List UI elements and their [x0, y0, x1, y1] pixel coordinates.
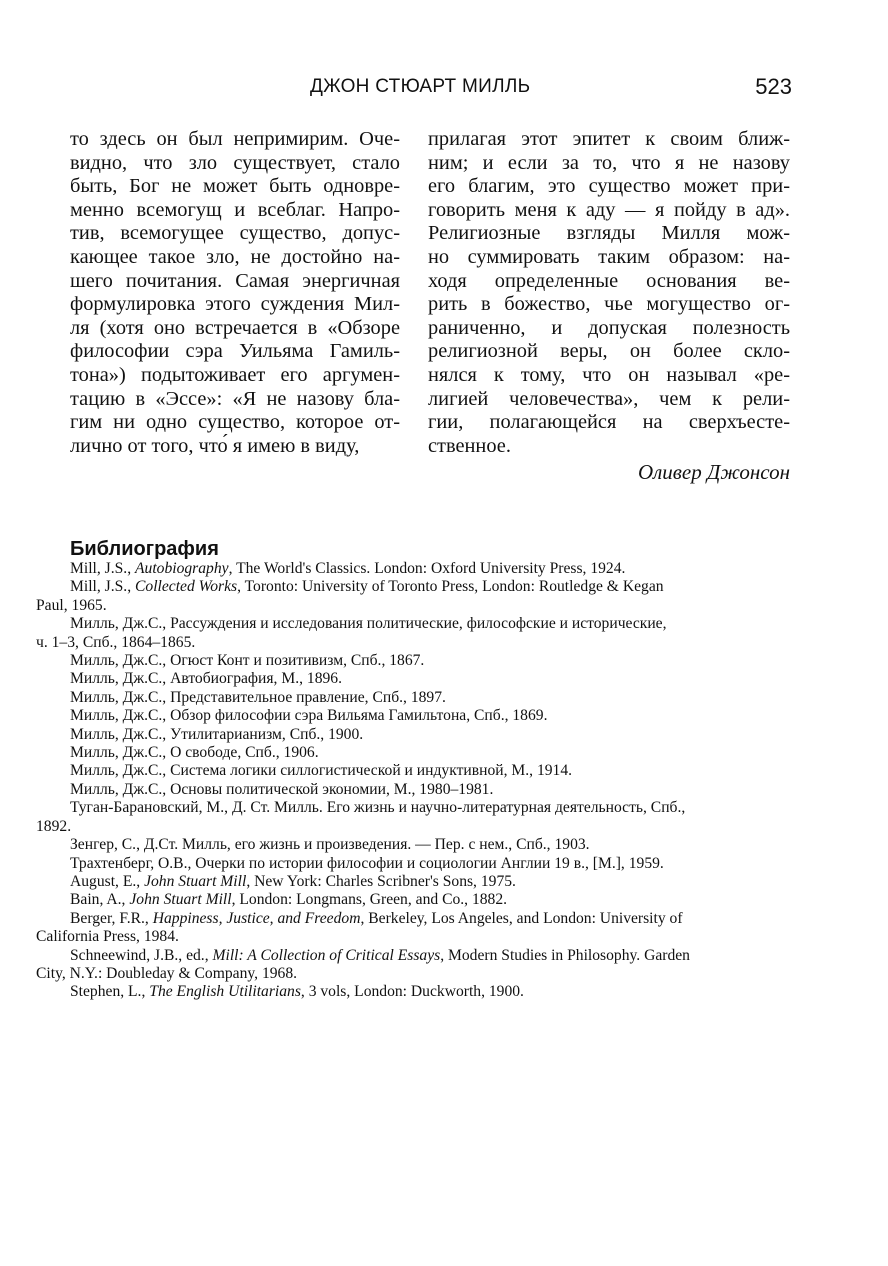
text-line: формулировка этого суждения Мил-: [70, 293, 400, 316]
entry-text: Милль, Дж.С., О свободе, Спб., 1906.: [70, 744, 319, 762]
entry-text: Милль, Дж.С., Автобиография, М., 1896.: [70, 670, 342, 688]
entry-title: Happiness, Justice, and Freedom: [152, 909, 361, 927]
bibliography-entry: [70, 726, 790, 744]
entry-text: , Toronto: University of Toronto Press, London: Routledge & Kegan: [237, 578, 664, 596]
text-line: тив, всемогущее существо, допус-: [70, 222, 400, 245]
text-line: рить в божество, чье могущество ог-: [428, 293, 790, 316]
text-line: философии сэра Уильяма Гамиль-: [70, 340, 400, 363]
entry-text: , 3 vols, London: Duckworth, 1900.: [300, 983, 524, 1001]
entry-text: Милль, Дж.С., Система логики силлогистической и индуктивной, М., 1914.: [70, 762, 573, 780]
bibliography-entry: [70, 799, 790, 817]
text-line: кающее такое зло, не достойно на-: [70, 245, 400, 268]
entry-text: Туган-Барановский, М., Д. Ст. Милль. Его жизнь и научно-литературная деятельность, Спб.,: [70, 799, 686, 817]
text-line: тацию в «Эссе»: «Я не назову бла-: [70, 387, 400, 410]
entry-title: John Stuart Mill: [129, 891, 232, 909]
text-line: прилагая этот эпитет к своим ближ-: [428, 128, 790, 150]
bibliography-entry: [70, 744, 790, 762]
entry-title: The English Utilitarians: [149, 983, 301, 1001]
bibliography-entry: [70, 836, 790, 854]
entry-text: Милль, Дж.С., Огюст Конт и позитивизм, Спб., 1867.: [70, 652, 425, 670]
left-text-column: [70, 128, 400, 458]
entry-text: , London: Longmans, Green, and Co., 1882.: [231, 891, 508, 909]
text-line: лично от того, что́ я имею в виду,: [70, 434, 360, 457]
page-header: [70, 74, 792, 108]
text-line: гим ни одно существо, которое от-: [70, 411, 400, 434]
entry-text: August, E.,: [70, 872, 145, 890]
entry-text: Stephen, L.,: [70, 983, 150, 1001]
bibliography-entry: [70, 615, 790, 633]
bibliography-entry: [70, 578, 790, 596]
bibliography-list: [36, 560, 790, 1002]
entry-title: Mill: A Collection of Critical Essays: [212, 946, 441, 964]
page-number: 523: [755, 74, 792, 99]
bibliography-entry-continuation: City, N.Y.: Doubleday & Company, 1968.: [36, 964, 298, 982]
entry-text: Милль, Дж.С., Представительное правление, Спб., 1897.: [70, 688, 446, 706]
bibliography-entry-continuation: ч. 1–3, Спб., 1864–1865.: [36, 633, 196, 651]
bibliography-entry-continuation: California Press, 1984.: [36, 928, 179, 946]
entry-text: Bain, A.,: [70, 891, 130, 909]
bibliography-entry: [70, 560, 790, 578]
entry-text: , New York: Charles Scribner's Sons, 1975.: [246, 872, 516, 890]
text-line: ним; и если за то, что я не назову: [428, 151, 790, 174]
text-line: раниченно, и допуская полезность: [428, 316, 790, 339]
bibliography-entry: [70, 781, 790, 799]
right-text-column: [428, 128, 790, 458]
entry-title: Collected Works: [135, 578, 238, 596]
entry-text: Милль, Дж.С., Основы политической экономии, М., 1980–1981.: [70, 780, 494, 798]
text-line: ходя определенные основания ве-: [428, 269, 790, 292]
text-line: говорить меня к аду — я пойду в ад».: [428, 198, 790, 221]
bibliography-entry: [70, 873, 790, 891]
article-author: Оливер Джонсон: [637, 460, 790, 484]
bibliography-entry: [70, 652, 790, 670]
entry-text: Зенгер, С., Д.Ст. Милль, его жизнь и произведения. — Пер. с нем., Спб., 1903.: [70, 836, 590, 854]
entry-text: Schneewind, J.B., ed.,: [70, 946, 213, 964]
text-line: нялся к тому, что он называл «ре-: [428, 363, 790, 386]
entry-text: Милль, Дж.С., Утилитарианизм, Спб., 1900.: [70, 725, 364, 743]
entry-title: John Stuart Mill: [144, 872, 247, 890]
text-line: то здесь он был непримирим. Оче-: [70, 128, 400, 150]
entry-text: Милль, Дж.С., Рассуждения и исследования политические, философские и исторические,: [70, 615, 667, 633]
bibliography-entry: [70, 855, 790, 873]
text-line: но суммировать таким образом: на-: [428, 245, 790, 268]
entry-text: , Berkeley, Los Angeles, and London: University of: [360, 909, 683, 927]
entry-text: Mill, J.S.,: [70, 560, 135, 577]
entry-text: , Modern Studies in Philosophy. Garden: [440, 946, 690, 964]
bibliography-entry: [70, 762, 790, 780]
entry-text: Berger, F.R.,: [70, 909, 153, 927]
bibliography-heading: Библиография: [70, 538, 219, 560]
entry-text: Милль, Дж.С., Обзор философии сэра Вильяма Гамильтона, Спб., 1869.: [70, 707, 548, 725]
bibliography-entry-continuation: Paul, 1965.: [36, 596, 107, 614]
text-line: ля (хотя оно встречается в «Обзоре: [70, 316, 400, 339]
text-line: гии, полагающейся на сверхъесте-: [428, 411, 790, 434]
entry-text: Mill, J.S.,: [70, 578, 135, 596]
text-line: религиозной веры, он более скло-: [428, 340, 790, 363]
bibliography-entry: [70, 947, 790, 965]
bibliography-entry: [70, 689, 790, 707]
bibliography-entry: [70, 983, 790, 1001]
running-title: ДЖОН СТЮАРТ МИЛЛЬ: [310, 76, 531, 97]
text-line: видно, что зло существует, стало: [70, 151, 400, 174]
text-line: шего почитания. Самая энергичная: [70, 269, 400, 292]
text-line: быть, Бог не может быть одновре-: [70, 175, 400, 198]
text-line: его благим, это существо может при-: [428, 175, 790, 198]
entry-text: , The World's Classics. London: Oxford University Press, 1924.: [228, 560, 626, 577]
text-line: менно всемогущ и всеблаг. Напро-: [70, 198, 400, 221]
text-line: лигией человечества», чем к рели-: [428, 387, 790, 410]
bibliography-entry: [70, 891, 790, 909]
bibliography-entry: [70, 910, 790, 928]
bibliography-entry-continuation: 1892.: [36, 817, 72, 835]
entry-title: Autobiography: [135, 560, 229, 577]
text-line: ственное.: [428, 434, 511, 457]
text-line: тона») подытоживает его аргумен-: [70, 363, 400, 386]
bibliography-entry: [70, 707, 790, 725]
bibliography-entry: [70, 670, 790, 688]
entry-text: Трахтенберг, О.В., Очерки по истории философии и социологии Англии 19 в., [М.], 1959.: [70, 854, 664, 872]
text-line: Религиозные взгляды Милля мож-: [428, 222, 790, 245]
